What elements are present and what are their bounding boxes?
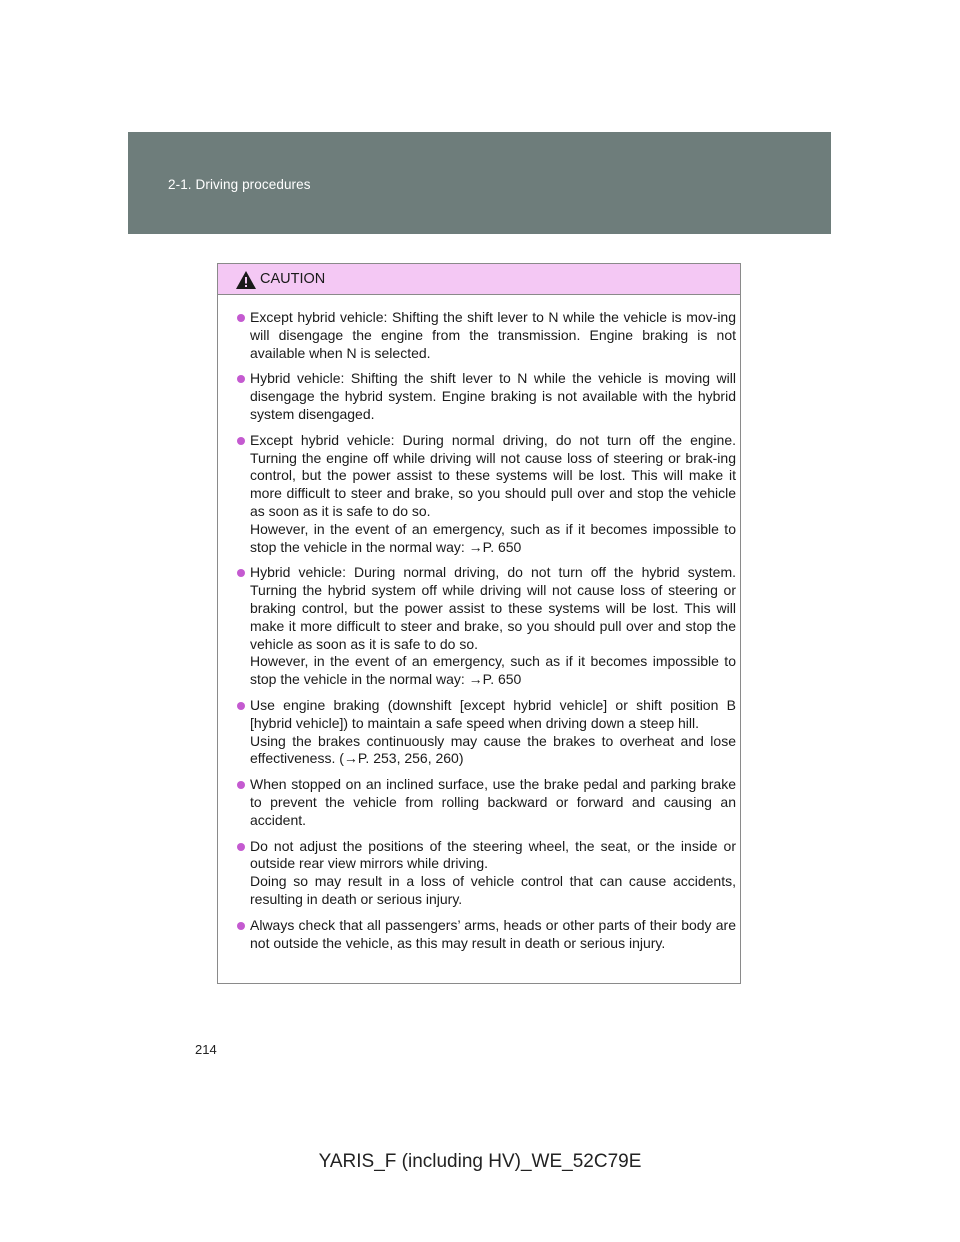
caution-item	[218, 432, 740, 557]
caution-text: Do not adjust the positions of the steering wheel, the seat, or the inside or outside rear view mirrors while driving.	[250, 837, 736, 872]
caution-item	[218, 309, 740, 362]
caution-text: When stopped on an inclined surface, use the brake pedal and parking brake to prevent the vehicle from rolling backward or forward and causing an accident.	[250, 776, 736, 828]
caution-item	[218, 776, 740, 829]
caution-text: Using the brakes continuously may cause the brakes to overheat and lose effectiveness. (→P. 253, 256, 260)	[250, 732, 736, 767]
bullet-dot-icon	[237, 314, 245, 322]
caution-text: Hybrid vehicle: During normal driving, do not turn off the hybrid system. Turning the hybrid system off while driving will not cause loss of steering or braking control, but the power assist to these systems will be lost. This will make it more difficult to steer and brake, so you should pull over and stop the vehicle as soon as it is safe to do so.	[250, 564, 736, 652]
caution-text: Doing so may result in a loss of vehicle control that can cause accidents, resulting in death or serious injury.	[250, 873, 736, 907]
caution-box	[217, 263, 741, 984]
warning-triangle-icon	[235, 270, 257, 290]
caution-text: Always check that all passengers’ arms, heads or other parts of their body are not outside the vehicle, as this may result in death or serious injury.	[250, 916, 736, 951]
bullet-dot-icon	[237, 702, 245, 710]
bullet-dot-icon	[237, 569, 245, 577]
caution-text: Except hybrid vehicle: During normal driving, do not turn off the engine. Turning the engine off while driving will not cause loss of steering or brak-ing control, but the power assist to these systems will be lost. This will make it more difficult to steer and brake, so you should pull over and stop the vehicle as soon as it is safe to do so.	[250, 431, 736, 519]
caution-text: However, in the event of an emergency, such as if it becomes impossible to stop the vehicle in the normal way: →P. 650	[250, 520, 736, 555]
document-id-footer: YARIS_F (including HV)_WE_52C79E	[318, 1151, 642, 1172]
caution-item	[218, 564, 740, 689]
caution-text: However, in the event of an emergency, such as if it becomes impossible to stop the vehicle in the normal way: →P. 650	[250, 653, 736, 688]
bullet-dot-icon	[237, 922, 245, 930]
bullet-dot-icon	[237, 843, 245, 851]
caution-text: Hybrid vehicle: Shifting the shift lever to N while the vehicle is moving will disengage the hybrid system. Engine braking is not available with the hybrid system disengaged.	[250, 370, 736, 422]
bullet-dot-icon	[237, 375, 245, 383]
caution-item	[218, 370, 740, 423]
caution-item	[218, 697, 740, 768]
page-number: 214	[195, 1042, 217, 1057]
bullet-dot-icon	[237, 781, 245, 789]
header-band	[128, 132, 831, 234]
caution-title: CAUTION	[260, 271, 326, 287]
caution-text: Use engine braking (downshift [except hybrid vehicle] or shift position B [hybrid vehicle]) to maintain a safe speed when driving down a steep hill.	[250, 696, 736, 731]
section-title: 2-1. Driving procedures	[168, 177, 311, 192]
bullet-dot-icon	[237, 437, 245, 445]
caution-item	[218, 838, 740, 909]
caution-list	[218, 309, 740, 960]
caution-header	[218, 264, 740, 295]
caution-item	[218, 917, 740, 953]
caution-text: Except hybrid vehicle: Shifting the shift lever to N while the vehicle is mov-ing will disengage the engine from the transmission. Engine braking is not available when N is selected.	[250, 309, 736, 361]
